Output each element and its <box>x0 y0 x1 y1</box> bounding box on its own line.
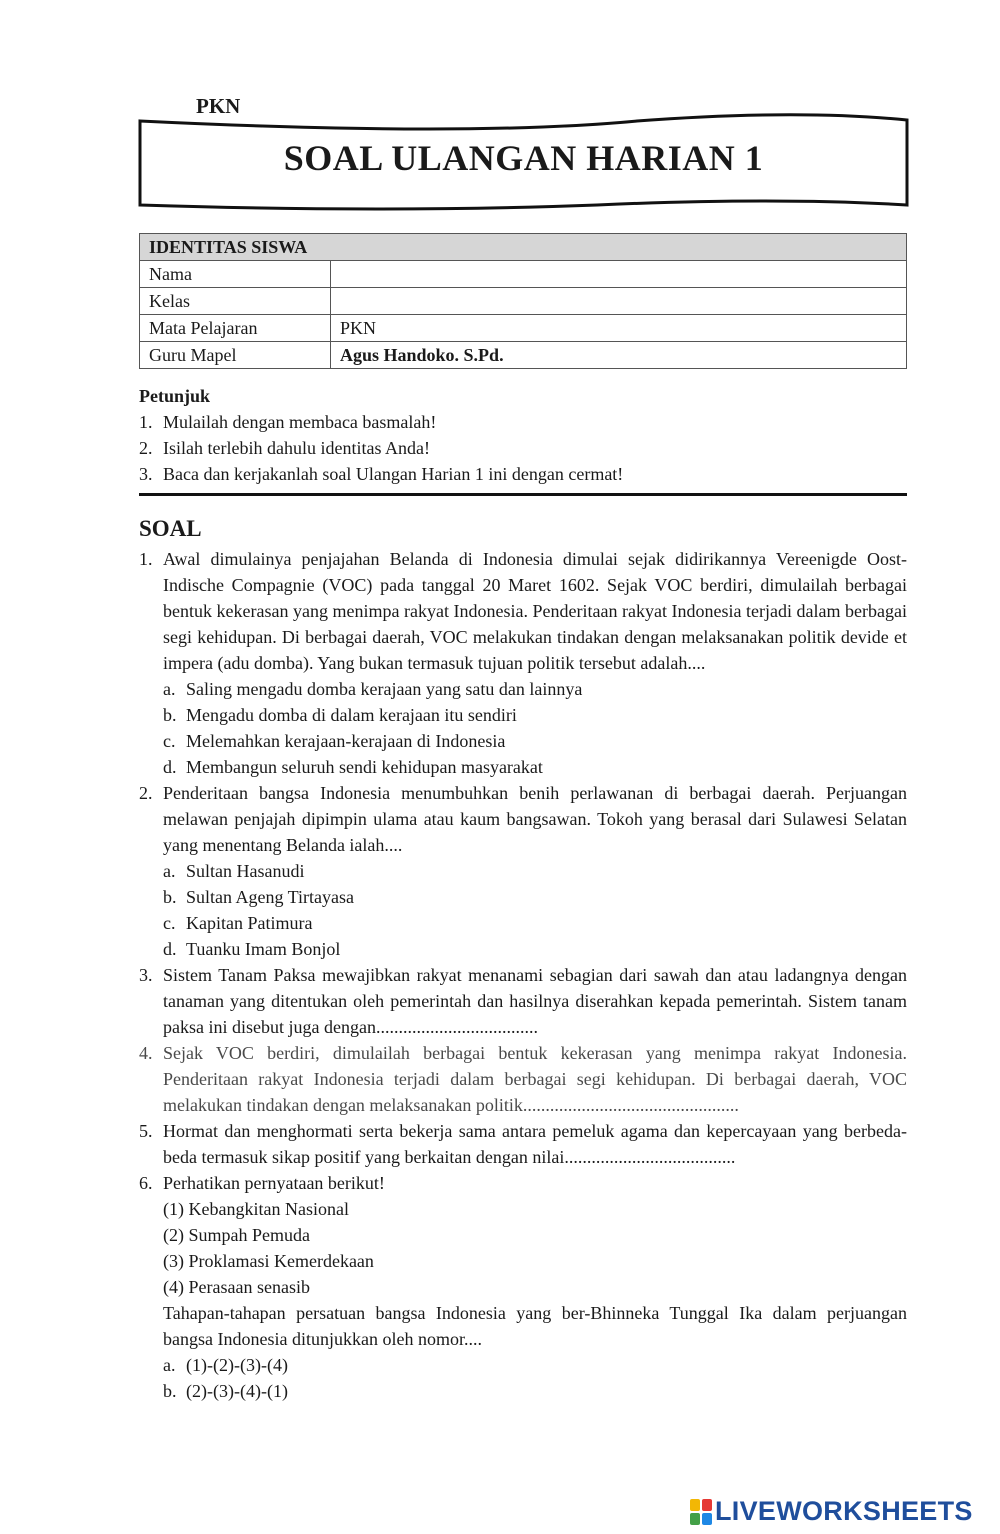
liveworksheets-logo <box>690 1496 973 1527</box>
name-field[interactable] <box>331 261 907 288</box>
answer-option-d[interactable] <box>163 754 907 780</box>
table-row <box>140 261 907 288</box>
question-text[interactable]: Sistem Tanam Paksa mewajibkan rakyat menanami sebagian dari sawah dan atau ladangnya dengan tanaman yang ditentukan oleh pemerintah dan hasilnya diserahkan kepada pemerintah. Sistem tanam paksa ini disebut juga dengan.................................... <box>163 965 907 1037</box>
question-5 <box>139 1118 907 1170</box>
section-title: SOAL <box>139 516 202 541</box>
answer-option-b[interactable] <box>163 1378 907 1404</box>
statement: (1) Kebangkitan Nasional <box>163 1199 349 1219</box>
option-text: Mengadu domba di dalam kerajaan itu sendiri <box>186 705 517 725</box>
title-banner <box>137 113 910 213</box>
question-2 <box>139 780 907 962</box>
item-number: 1. <box>139 412 153 432</box>
option-letter: b. <box>163 705 177 725</box>
item-text: Mulailah dengan membaca basmalah! <box>163 412 437 432</box>
item-text: Baca dan kerjakanlah soal Ulangan Harian 1 ini dengan cermat! <box>163 464 624 484</box>
question-1 <box>139 546 907 780</box>
option-text: (2)-(3)-(4)-(1) <box>186 1381 288 1401</box>
question-number: 6. <box>139 1173 153 1193</box>
teacher-label: Guru Mapel <box>140 342 331 369</box>
option-text: Tuanku Imam Bonjol <box>186 939 341 959</box>
question-number: 5. <box>139 1121 153 1141</box>
option-text: (1)-(2)-(3)-(4) <box>186 1355 288 1375</box>
option-letter: a. <box>163 861 176 881</box>
option-text: Saling mengadu domba kerajaan yang satu dan lainnya <box>186 679 583 699</box>
instructions-title: Petunjuk <box>139 386 211 406</box>
option-letter: d. <box>163 757 177 777</box>
page-title: SOAL ULANGAN HARIAN 1 <box>283 138 764 178</box>
question-text: Penderitaan bangsa Indonesia menumbuhkan benih perlawanan di berbagai daerah. Perjuangan melawan penjajah dipimpin ulama atau kaum bangsawan. Tokoh yang berasal dari Sulawesi Selatan yang menentang Belanda ialah.... <box>163 783 907 855</box>
list-item <box>139 435 907 461</box>
option-letter: c. <box>163 731 176 751</box>
subject-row-value: PKN <box>331 315 907 342</box>
question-6 <box>139 1170 907 1404</box>
subject-row-label: Mata Pelajaran <box>140 315 331 342</box>
question-text: Tahapan-tahapan persatuan bangsa Indonesia yang ber-Bhinneka Tunggal Ika dalam perjuangan bangsa Indonesia ditunjukkan oleh nomor.... <box>163 1303 907 1349</box>
question-number: 2. <box>139 783 153 803</box>
question-intro: Perhatikan pernyataan berikut! <box>163 1173 385 1193</box>
identity-heading: IDENTITAS SISWA <box>140 234 907 261</box>
question-3 <box>139 962 907 1040</box>
option-text: Sultan Ageng Tirtayasa <box>186 887 355 907</box>
question-number: 4. <box>139 1043 153 1063</box>
instructions <box>139 383 907 487</box>
answer-option-a[interactable] <box>163 858 907 884</box>
option-text: Melemahkan kerajaan-kerajaan di Indonesia <box>186 731 506 751</box>
divider <box>139 493 907 496</box>
item-number: 3. <box>139 464 153 484</box>
answer-option-c[interactable] <box>163 910 907 936</box>
statement: (3) Proklamasi Kemerdekaan <box>163 1251 374 1271</box>
item-text: Isilah terlebih dahulu identitas Anda! <box>163 438 430 458</box>
option-text: Sultan Hasanudi <box>186 861 305 881</box>
question-number: 1. <box>139 549 153 569</box>
option-letter: a. <box>163 679 176 699</box>
option-letter: a. <box>163 1355 176 1375</box>
name-label: Nama <box>140 261 331 288</box>
answer-option-b[interactable] <box>163 702 907 728</box>
question-number: 3. <box>139 965 153 985</box>
logo-text: LIVEWORKSHEETS <box>715 1496 973 1526</box>
item-number: 2. <box>139 438 153 458</box>
subject-label: PKN <box>196 94 241 118</box>
question-text: Awal dimulainya penjajahan Belanda di Indonesia dimulai sejak didirikannya Vereenigde Oost-Indische Compagnie (VOC) pada tanggal 20 Maret 1602. Sejak VOC berdiri, dimulailah berbagai bentuk kekerasan yang menimpa rakyat Indonesia. Penderitaan rakyat Indonesia terjadi dalam berbagai segi kehidupan. Di berbagai daerah, VOC melakukan tindakan dengan melaksanakan politik devide et impera (adu domba). Yang bukan termasuk tujuan politik tersebut adalah.... <box>163 549 907 673</box>
answer-option-b[interactable] <box>163 884 907 910</box>
class-field[interactable] <box>331 288 907 315</box>
option-text: Membangun seluruh sendi kehidupan masyarakat <box>186 757 543 777</box>
option-letter: c. <box>163 913 176 933</box>
question-list <box>139 546 907 1404</box>
answer-option-d[interactable] <box>163 936 907 962</box>
option-letter: b. <box>163 887 177 907</box>
statement: (2) Sumpah Pemuda <box>163 1225 310 1245</box>
list-item <box>139 461 907 487</box>
question-4 <box>139 1040 907 1118</box>
identity-table <box>139 233 907 369</box>
class-label: Kelas <box>140 288 331 315</box>
question-text[interactable]: Hormat dan menghormati serta bekerja sama antara pemeluk agama dan kepercayaan yang berbeda-beda termasuk sikap positif yang berkaitan dengan nilai...................................... <box>163 1121 907 1167</box>
option-letter: d. <box>163 939 177 959</box>
teacher-value: Agus Handoko. S.Pd. <box>331 342 907 369</box>
question-text[interactable]: Sejak VOC berdiri, dimulailah berbagai bentuk kekerasan yang menimpa rakyat Indonesia. Penderitaan rakyat Indonesia terjadi dalam berbagai segi kehidupan. Di berbagai daerah, VOC melakukan tindakan dengan melaksanakan politik................................................ <box>163 1043 907 1115</box>
table-row <box>140 342 907 369</box>
table-row <box>140 315 907 342</box>
table-row <box>140 288 907 315</box>
option-letter: b. <box>163 1381 177 1401</box>
answer-option-a[interactable] <box>163 1352 907 1378</box>
logo-icon <box>690 1499 712 1525</box>
answer-option-c[interactable] <box>163 728 907 754</box>
list-item <box>139 409 907 435</box>
answer-option-a[interactable] <box>163 676 907 702</box>
option-text: Kapitan Patimura <box>186 913 313 933</box>
statement: (4) Perasaan senasib <box>163 1277 310 1297</box>
